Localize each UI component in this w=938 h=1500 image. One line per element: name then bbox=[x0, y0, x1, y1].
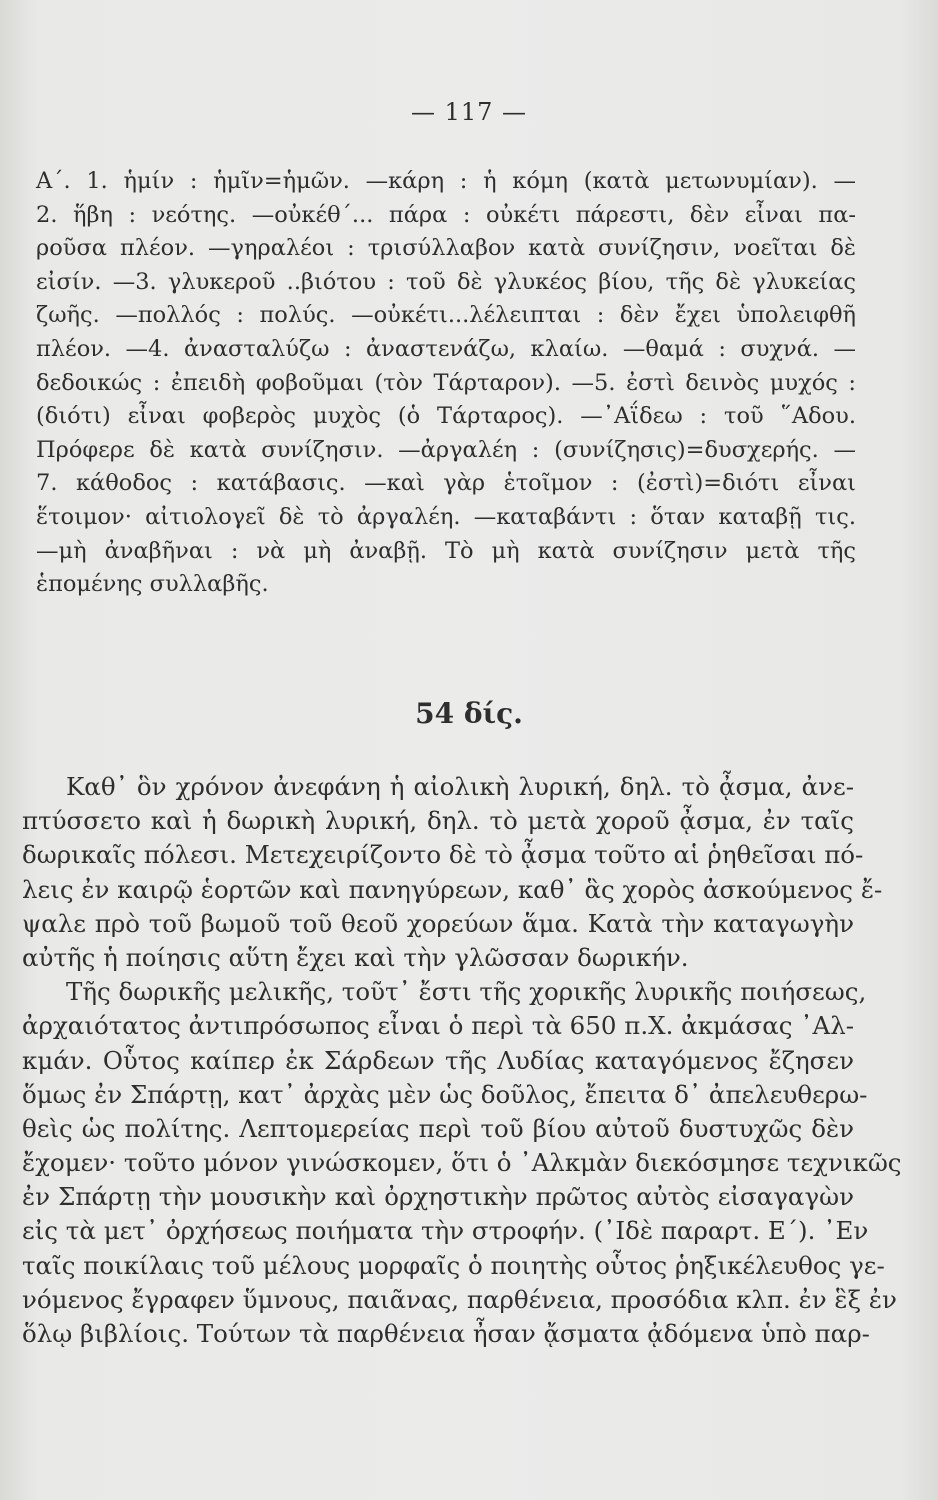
body-line: ὅμως ἐν Σπάρτῃ, κατ᾿ ἀρχὰς μὲν ὡς δοῦλος, ἔπειτα δ᾿ ἀπελευθερω- bbox=[22, 1079, 868, 1109]
note-line: ἕτοιμον· αἰτιολογεῖ δὲ τὸ ἀργαλέη. —καταβάντι : ὅταν καταβῇ τις. bbox=[36, 503, 856, 530]
note-line: 2. ἥβη : νεότης. —οὐκέθ΄... πάρα : οὐκέτι πάρεστι, δὲν εἶναι πα- bbox=[36, 201, 856, 228]
note-line: —μὴ ἀναβῆναι : νὰ μὴ ἀναβῇ. Τὸ μὴ κατὰ συνίζησιν μετὰ τῆς bbox=[36, 537, 856, 564]
section-title: 54 δίς. bbox=[415, 697, 523, 730]
body-line: πτύσσετο καὶ ἡ δωρικὴ λυρική, δηλ. τὸ μετὰ χοροῦ ᾆσμα, ἐν ταῖς bbox=[22, 806, 854, 836]
note-line: Πρόφερε δὲ κατὰ συνίζησιν. —ἀργαλέη : (συνίζησις)=δυσχερής. — bbox=[36, 436, 856, 463]
note-line: (διότι) εἶναι φοβερὸς μυχὸς (ὁ Τάρταρος). —᾿Αΐδεω : τοῦ ῞Αδου. bbox=[36, 403, 856, 430]
body-line: Τῆς δωρικῆς μελικῆς, τοῦτ᾿ ἔστι τῆς χορικῆς λυρικῆς ποιήσεως, bbox=[66, 977, 867, 1007]
body-line: ἔχομεν· τοῦτο μόνον γινώσκομεν, ὅτι ὁ ᾿Αλκμὰν διεκόσμησε τεχνικῶς bbox=[22, 1148, 902, 1178]
note-line: 7. κάθοδος : κατάβασις. —καὶ γὰρ ἑτοῖμον : (ἐστὶ)=διότι εἶναι bbox=[36, 470, 856, 497]
body-line: Καθ᾿ ὃν χρόνον ἀνεφάνη ἡ αἰολικὴ λυρική, δηλ. τὸ ᾆσμα, ἀνε- bbox=[66, 772, 854, 801]
body-line: λεις ἐν καιρῷ ἑορτῶν καὶ πανηγύρεων, καθ᾿ ἃς χορὸς ἀσκούμενος ἔ- bbox=[22, 874, 883, 904]
note-line: εἰσίν. —3. γλυκεροῦ ..βιότου : τοῦ δὲ γλυκέος βίου, τῆς δὲ γλυκείας bbox=[36, 268, 856, 295]
body-line: ταῖς ποικίλαις τοῦ μέλους μορφαῖς ὁ ποιητὴς οὗτος ῥηξικέλευθος γε- bbox=[22, 1250, 885, 1280]
body-line: δωρικαῖς πόλεσι. Μετεχειρίζοντο δὲ τὸ ᾆσμα τοῦτο αἱ ῥηθεῖσαι πό- bbox=[22, 840, 864, 870]
body-line: ὅλῳ βιβλίοις. Τούτων τὰ παρθένεια ἦσαν ᾄσματα ᾀδόμενα ὑπὸ παρ- bbox=[22, 1319, 870, 1348]
note-line: ἑπομένης συλλαβῆς. bbox=[36, 571, 269, 598]
body-line: αὐτῆς ἡ ποίησις αὕτη ἔχει καὶ τὴν γλῶσσαν δωρικήν. bbox=[22, 942, 689, 972]
body-line: νόμενος ἔγραφεν ὕμνους, παιᾶνας, παρθένεια, προσόδια κλπ. ἐν ἓξ ἐν bbox=[22, 1284, 897, 1314]
commentary-notes bbox=[36, 165, 856, 602]
note-line: Α΄. 1. ἡμίν : ἡμῖν=ἡμῶν. —κάρη : ἡ κόμη (κατὰ μετωνυμίαν). — bbox=[36, 168, 856, 194]
body-line: κμάν. Οὗτος καίπερ ἐκ Σάρδεων τῆς Λυδίας καταγόμενος ἔζησεν bbox=[22, 1045, 854, 1075]
body-line: θεὶς ὡς πολίτης. Λεπτομερείας περὶ τοῦ βίου αὐτοῦ δυστυχῶς δὲν bbox=[22, 1113, 854, 1143]
body-line: ψαλε πρὸ τοῦ βωμοῦ τοῦ θεοῦ χορεύων ἅμα. Κατὰ τὴν καταγωγὴν bbox=[22, 908, 854, 938]
body-line: ἀρχαιότατος ἀντιπρόσωπος εἶναι ὁ περὶ τὰ 650 π.Χ. ἀκμάσας ᾿Αλ- bbox=[22, 1011, 854, 1041]
body-line: ἐν Σπάρτῃ τὴν μουσικὴν καὶ ὀρχηστικὴν πρῶτος αὐτὸς εἰσαγαγὼν bbox=[22, 1182, 854, 1212]
note-line: ροῦσα πλέον. —γηραλέοι : τρισύλλαβον κατὰ συνίζησιν, νοεῖται δὲ bbox=[36, 235, 856, 262]
page-number: — 117 — bbox=[410, 98, 528, 126]
note-line: ζωῆς. —πολλός : πολύς. —οὐκέτι...λέλειπται : δὲν ἔχει ὑπολειφθῆ bbox=[36, 302, 856, 329]
note-line: δεδοικώς : ἐπειδὴ φοβοῦμαι (τὸν Τάρταρον). —5. ἐστὶ δεινὸς μυχός : bbox=[36, 369, 856, 396]
note-line: πλέον. —4. ἀνασταλύζω : ἀναστενάζω, κλαίω. —θαμά : συχνά. — bbox=[36, 335, 856, 362]
body-line: εἰς τὰ μετ᾿ ὀρχήσεως ποιήματα τὴν στροφήν. (᾿Ιδὲ παραρτ. Ε΄). ᾿Εν bbox=[22, 1216, 869, 1246]
body-text bbox=[22, 770, 902, 1351]
